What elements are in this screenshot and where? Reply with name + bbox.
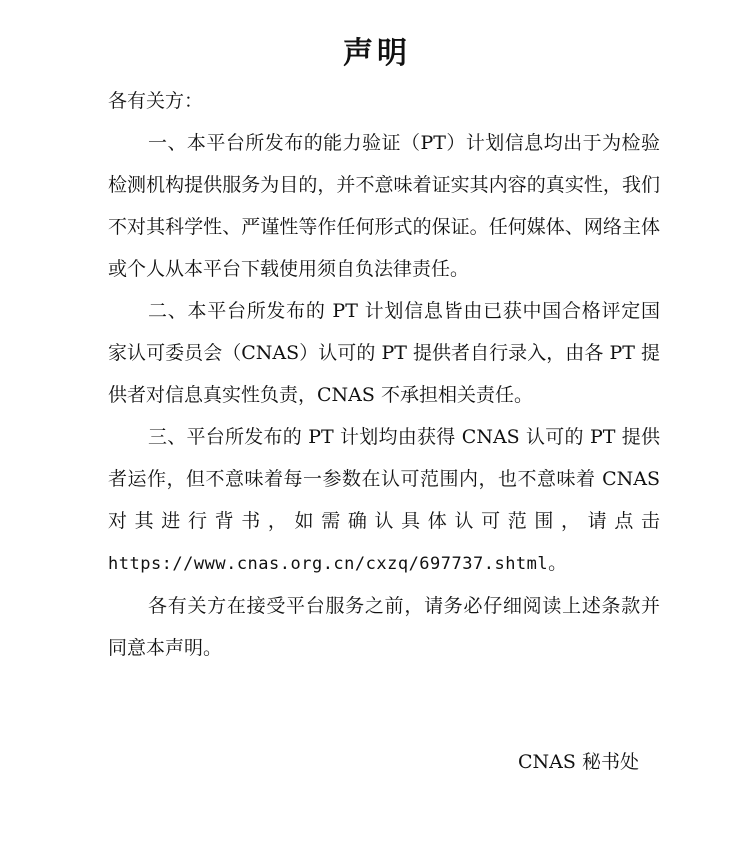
paragraph-4: 各有关方在接受平台服务之前，请务必仔细阅读上述条款并同意本声明。: [108, 595, 660, 659]
page-title: 声明: [343, 36, 411, 71]
salutation: 各有关方：: [108, 90, 204, 112]
paragraph-3-end: 。: [548, 552, 568, 574]
paragraph-3-url-line: [108, 542, 660, 585]
paragraph-1: 一、本平台所发布的能力验证（PT）计划信息均出于为检验检测机构提供服务为目的，并不意味着证实其内容的真实性，我们不对其科学性、严谨性等作任何形式的保证。任何媒体、网络主体或个人从本平台下载使用须自负法律责任。: [108, 132, 660, 280]
paragraph-2: 二、本平台所发布的 PT 计划信息皆由已获中国合格评定国家认可委员会（CNAS）认可的 PT 提供者自行录入，由各 PT 提供者对信息真实性负责，CNAS 不承担相关责任。: [108, 300, 660, 406]
cnas-url-link[interactable]: https://www.cnas.org.cn/cxzq/697737.shtml: [108, 554, 549, 574]
paragraph-3: 三、平台所发布的 PT 计划均由获得 CNAS 认可的 PT 提供者运作，但不意味着每一参数在认可范围内，也不意味着 CNAS 对其进行背书，如需确认具体认可范围，请点击: [108, 426, 660, 532]
declaration-body: [108, 80, 660, 669]
signature: CNAS 秘书处: [518, 751, 639, 773]
